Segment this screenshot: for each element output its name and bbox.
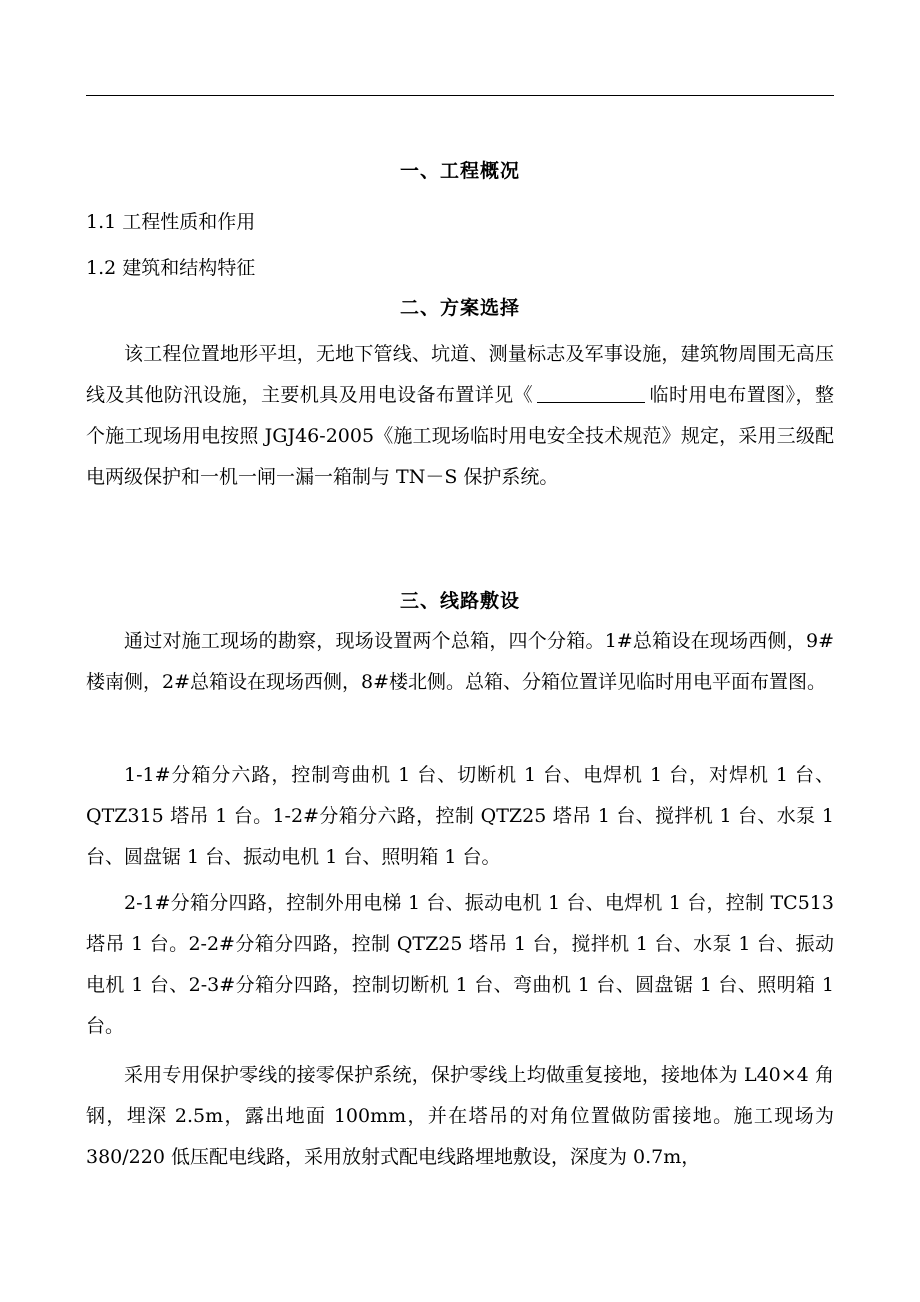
section-heading-3: 三、线路敷设 — [399, 590, 520, 612]
paragraph-grounding: 采用专用保护零线的接零保护系统，保护零线上均做重复接地，接地体为 L40×4 角钢，埋深 2.5m，露出地面 100mm，并在塔吊的对角位置做防雷接地。施工现场为 380/220 低压配电线路，采用放射式配电线路埋地敷设，深度为 0.7m， — [86, 1064, 834, 1168]
paragraph-box-2: 2-1#分箱分四路，控制外用电梯 1 台、振动电机 1 台、电焊机 1 台，控制 TC513 塔吊 1 台。2-2#分箱分四路，控制 QTZ25 塔吊 1 台，搅拌机 1 台、水泵 1 台、振动电机 1 台、2-3#分箱分四路，控制切断机 1 台、弯曲机 1 台、圆盘锯 1 台、照明箱 1 台。 — [86, 892, 834, 1037]
paragraph-scheme — [86, 334, 834, 498]
subsection-1-2: 1.2 建筑和结构特征 — [86, 257, 256, 279]
fill-in-blank — [537, 384, 645, 403]
header-rule — [86, 95, 834, 96]
section-heading-1: 一、工程概况 — [399, 160, 520, 182]
paragraph-survey: 通过对施工现场的勘察，现场设置两个总箱，四个分箱。1#总箱设在现场西侧，9#楼南侧，2#总箱设在现场西侧，8#楼北侧。总箱、分箱位置详见临时用电平面布置图。 — [86, 630, 834, 693]
section-heading-2: 二、方案选择 — [399, 297, 520, 319]
subsection-1-1: 1.1 工程性质和作用 — [86, 211, 256, 233]
paragraph-scheme-part2: 临时用电布置图》，整个施工现场用电按照 JGJ46-2005《施工现场临时用电安全技术规范》规定，采用三级配电两级保护和一机一闸一漏一箱制与 TN－S 保护系统。 — [86, 384, 834, 488]
paragraph-box-1: 1-1#分箱分六路，控制弯曲机 1 台、切断机 1 台、电焊机 1 台，对焊机 1 台、QTZ315 塔吊 1 台。1-2#分箱分六路，控制 QTZ25 塔吊 1 台、搅拌机 1 台、水泵 1 台、圆盘锯 1 台、振动电机 1 台、照明箱 1 台。 — [86, 764, 834, 868]
paragraph-scheme-part1: 该工程位置地形平坦，无地下管线、坑道、测量标志及军事设施，建筑物周围无高压线及其他防汛设施，主要机具及用电设备布置详见《 — [86, 343, 834, 406]
